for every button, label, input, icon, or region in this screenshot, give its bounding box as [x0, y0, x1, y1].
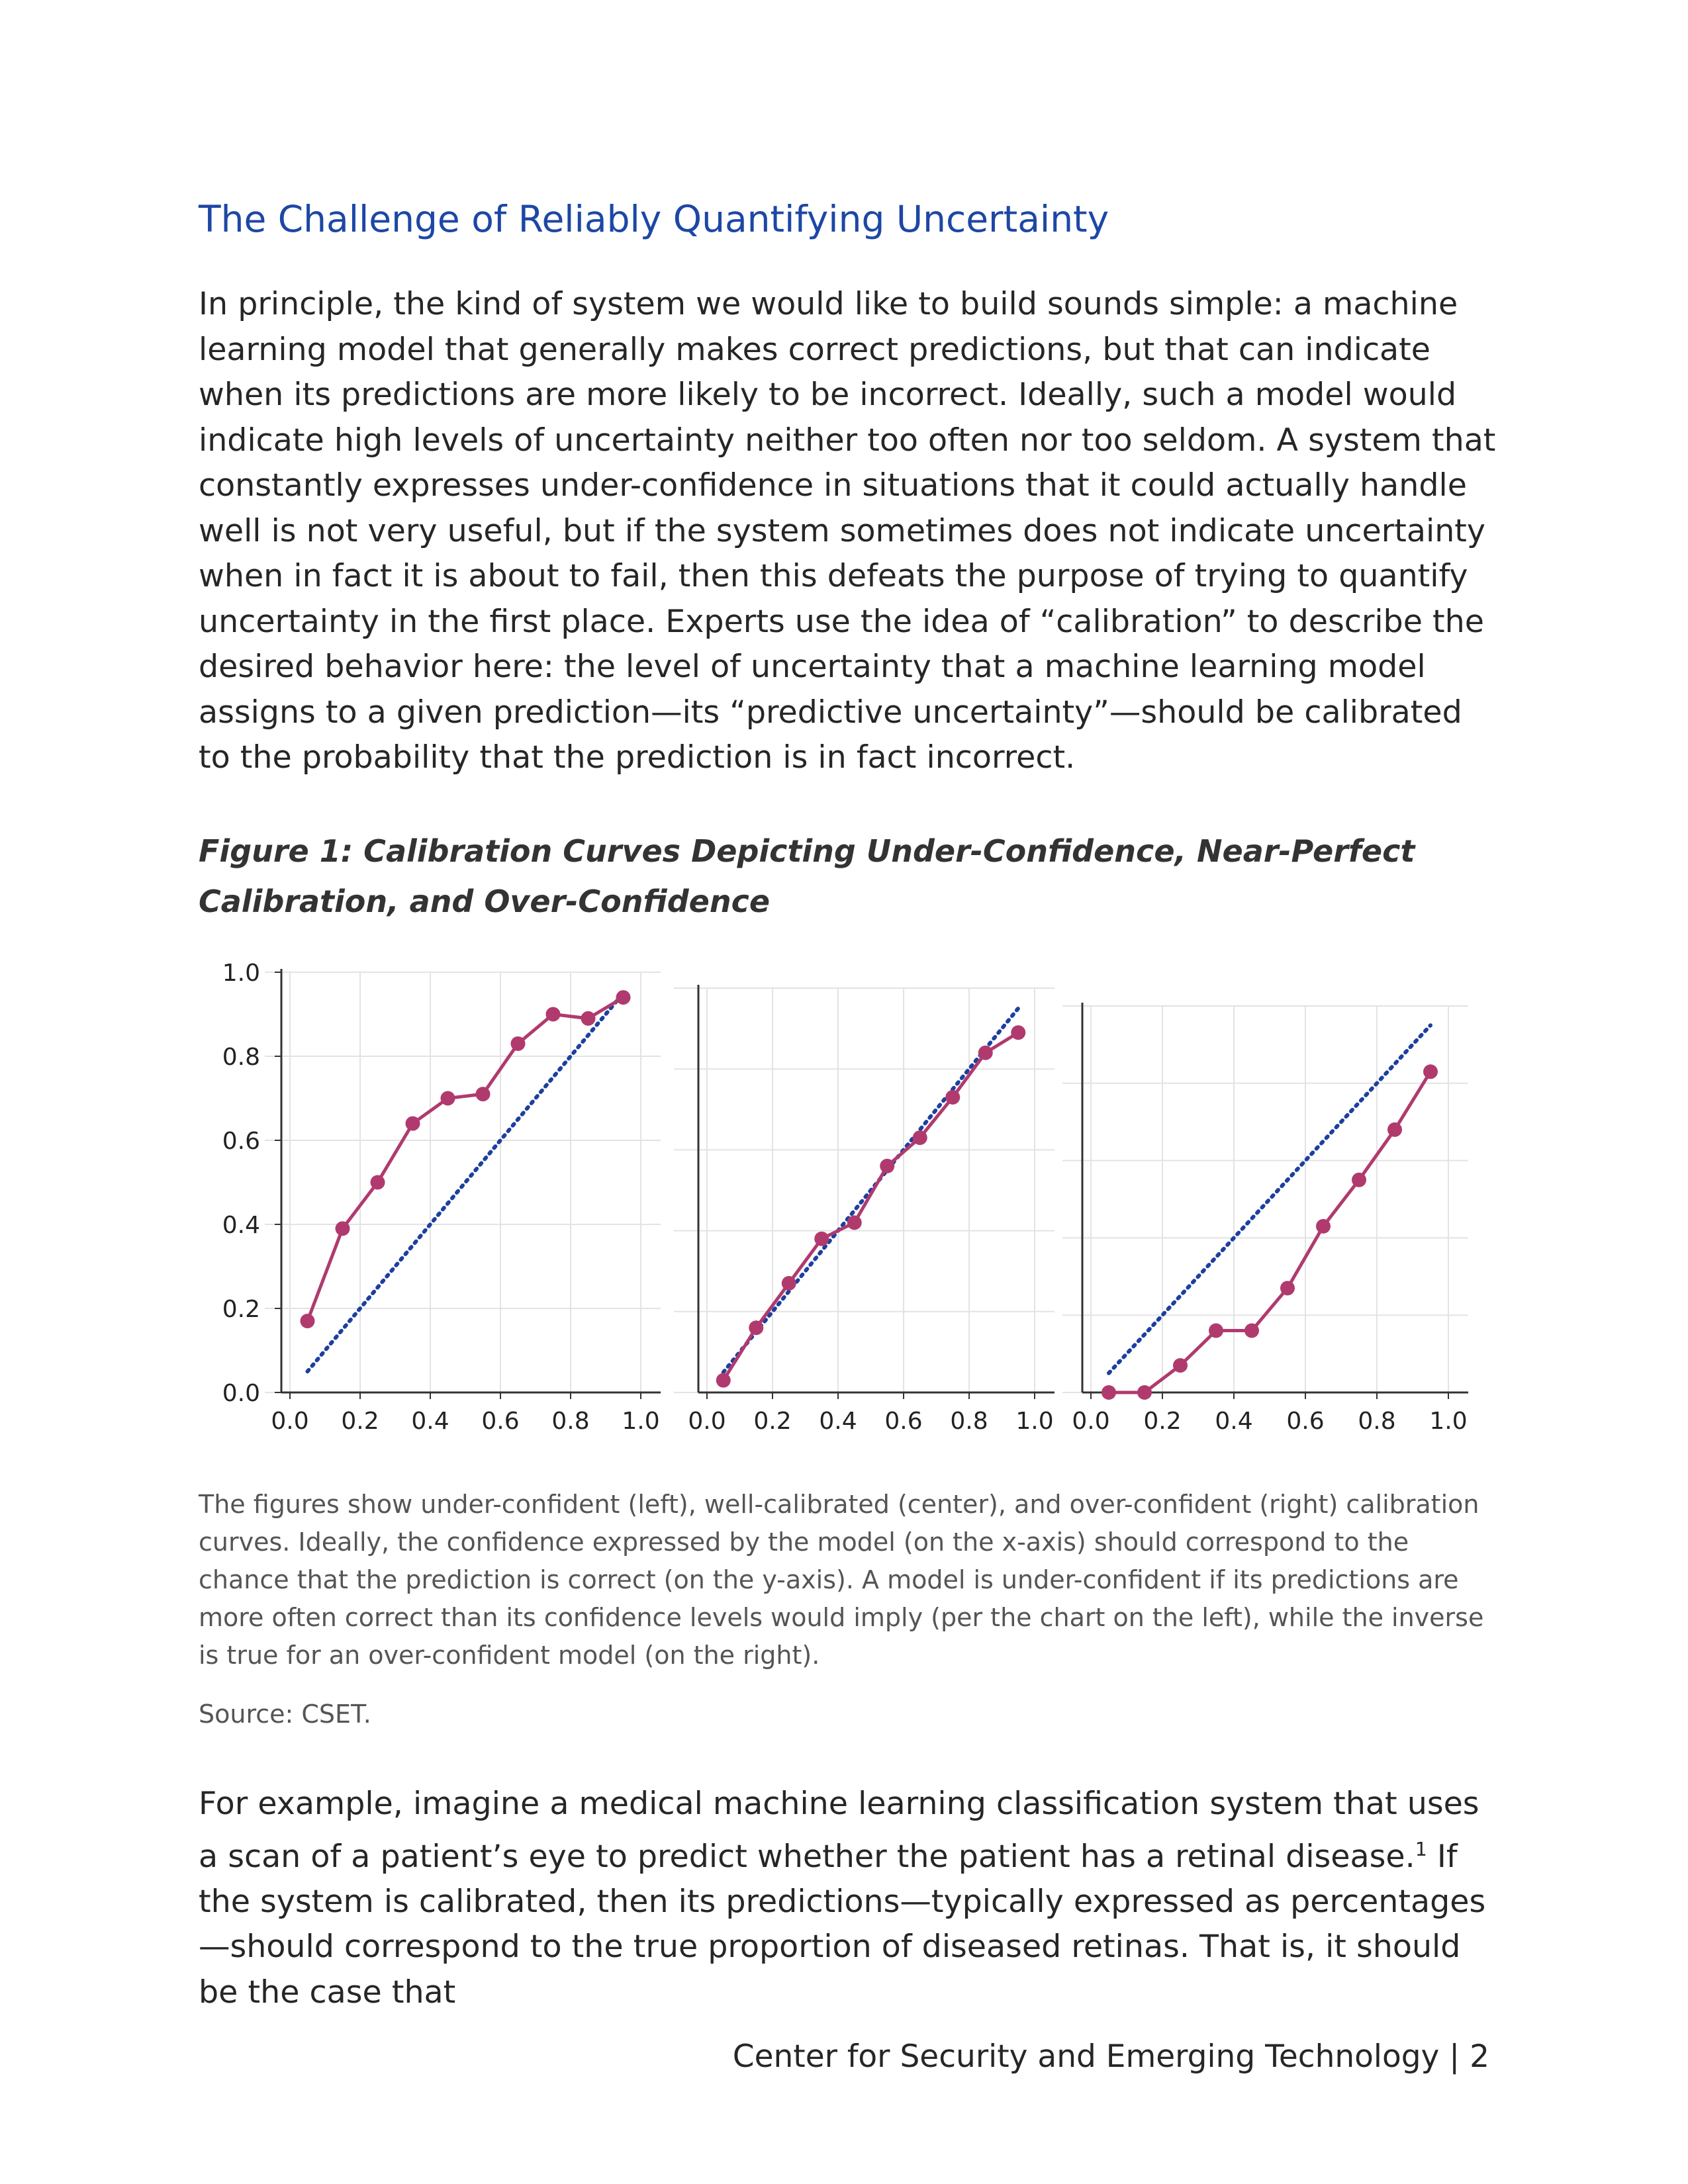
- paragraph-2-text-end: If the system is calibrated, then its predictions—typically expressed as percentages—should correspond to the true proportion of diseased retinas. That is, it should be the case that: [199, 1838, 1486, 2011]
- calibration-point: [616, 990, 631, 1005]
- perfect-calibration-line: [724, 1009, 1019, 1373]
- calibration-point: [1102, 1385, 1116, 1400]
- calibration-point: [1173, 1358, 1188, 1373]
- x-tick-label: 1.0: [622, 1408, 660, 1435]
- calibration-point: [913, 1130, 927, 1145]
- x-tick-label: 0.4: [411, 1408, 449, 1435]
- calibration-point: [945, 1090, 960, 1105]
- calibration-point: [814, 1232, 829, 1246]
- x-tick-label: 1.0: [1429, 1408, 1468, 1435]
- y-tick-label: 0.4: [222, 1212, 260, 1239]
- x-tick-label: 0.8: [551, 1408, 590, 1435]
- section-heading: The Challenge of Reliably Quantifying Uncertainty: [199, 198, 1109, 240]
- x-tick-label: 0.8: [950, 1408, 988, 1435]
- x-tick-label: 0.2: [1143, 1408, 1182, 1435]
- calibration-point: [1280, 1281, 1295, 1295]
- calibration-point: [1423, 1064, 1438, 1079]
- x-tick-label: 1.0: [1015, 1408, 1054, 1435]
- calibration-point: [511, 1036, 526, 1051]
- calibration-point: [847, 1215, 862, 1230]
- x-tick-label: 0.6: [481, 1408, 520, 1435]
- y-tick-label: 0.8: [222, 1044, 260, 1071]
- calibration-charts: [179, 953, 1509, 1456]
- calibration-point: [716, 1373, 731, 1388]
- calibration-point: [1316, 1219, 1331, 1234]
- calibration-point: [546, 1007, 561, 1022]
- x-tick-label: 0.2: [341, 1408, 379, 1435]
- calibration-point: [371, 1175, 385, 1190]
- calibration-point: [749, 1320, 763, 1335]
- x-tick-label: 0.0: [1072, 1408, 1110, 1435]
- x-tick-label: 0.4: [1215, 1408, 1253, 1435]
- x-tick-label: 0.8: [1358, 1408, 1396, 1435]
- calibration-point: [1244, 1324, 1259, 1338]
- figure-caption: The figures show under-confident (left), well-calibrated (center), and over-confident (right) calibration curves. Ideally, the confidence expressed by the model (on the x-axis) should correspond to the chance that the prediction is correct (on the y-axis). A model is under-confident if its predictions are more often correct than its confidence levels would imply (per the chart on the left), while the inverse is true for an over-confident model (on the right).: [199, 1490, 1484, 1670]
- x-tick-label: 0.0: [688, 1408, 726, 1435]
- calibration-curve: [724, 1032, 1019, 1380]
- calibration-point: [1209, 1324, 1223, 1338]
- x-tick-label: 0.0: [271, 1408, 309, 1435]
- y-tick-label: 0.6: [222, 1128, 260, 1155]
- footnote-marker[interactable]: 1: [1415, 1838, 1427, 1860]
- y-tick-label: 1.0: [222, 960, 260, 987]
- x-tick-label: 0.2: [753, 1408, 792, 1435]
- calibration-point: [1011, 1025, 1025, 1040]
- calibration-point: [581, 1011, 596, 1026]
- calibration-point: [978, 1046, 993, 1060]
- body-paragraph-2: [199, 1782, 1496, 2015]
- x-tick-label: 0.4: [819, 1408, 857, 1435]
- y-tick-label: 0.0: [222, 1380, 260, 1407]
- calibration-point: [476, 1087, 491, 1101]
- figure-title: Figure 1: Calibration Curves Depicting Under-Confidence, Near-Perfect Calibration, and Over-Confidence: [199, 833, 1415, 919]
- body-paragraph-1: In principle, the kind of system we would like to build sounds simple: a machine learning model that generally makes correct predictions, but that can indicate when its predictions are more likely to be incorrect. Ideally, such a model would indicate high levels of uncertainty neither too often nor too seldom. A system that constantly expresses under-confidence in situations that it could actually handle well is not very useful, but if the system sometimes does not indicate uncertainty when in fact it is about to fail, then this defeats the purpose of trying to quantify uncertainty in the first place. Experts use the idea of “calibration” to describe the desired behavior here: the level of uncertainty that a machine learning model assigns to a given prediction—its “predictive uncertainty”—should be calibrated to the probability that the prediction is in fact incorrect.: [199, 286, 1496, 776]
- y-tick-label: 0.2: [222, 1296, 260, 1323]
- paragraph-2-text-start: For example, imagine a medical machine learning classification system that uses a scan of a patient’s eye to predict whether the patient has a retinal disease.: [199, 1786, 1479, 1875]
- page-footer: Center for Security and Emerging Technology | 2: [732, 2038, 1489, 2075]
- calibration-curve: [1109, 1071, 1430, 1392]
- figure-source: Source: CSET.: [199, 1700, 371, 1729]
- calibration-point: [782, 1276, 796, 1291]
- x-tick-label: 0.6: [884, 1408, 923, 1435]
- calibration-point: [1352, 1173, 1366, 1187]
- calibration-point: [1387, 1122, 1402, 1137]
- calibration-point: [880, 1159, 894, 1173]
- calibration-point: [1137, 1385, 1152, 1400]
- calibration-point: [406, 1116, 420, 1131]
- perfect-calibration-line: [1109, 1025, 1430, 1373]
- calibration-curve: [308, 997, 624, 1321]
- calibration-point: [301, 1314, 315, 1328]
- calibration-point: [336, 1221, 350, 1236]
- calibration-point: [441, 1091, 455, 1106]
- x-tick-label: 0.6: [1286, 1408, 1325, 1435]
- perfect-calibration-line: [308, 993, 624, 1372]
